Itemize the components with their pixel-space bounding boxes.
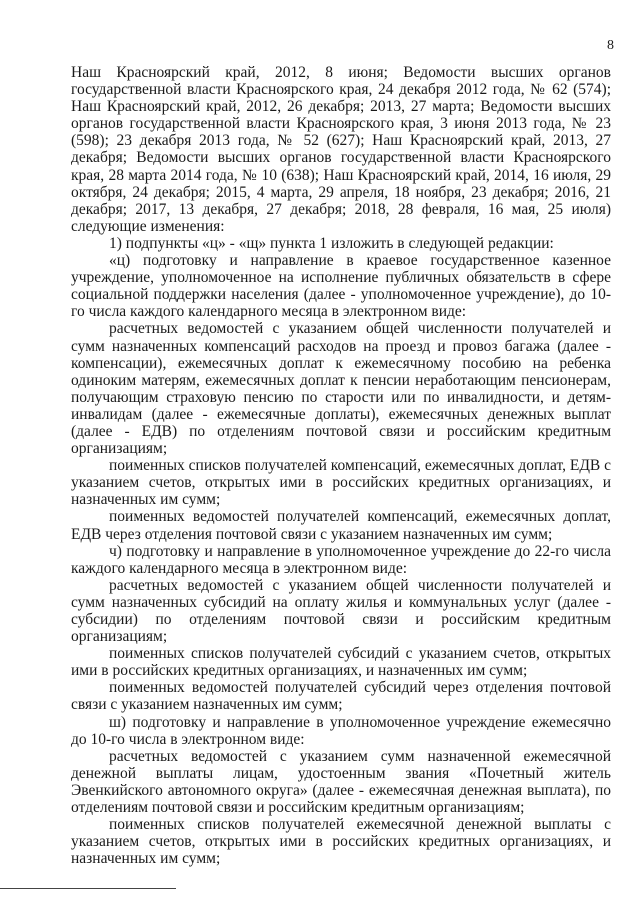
paragraph-subpoint-sh: ш) подготовку и направление в уполномоченное учреждение ежемесячно до 10-го числа в электронном виде: — [71, 713, 611, 748]
paragraph-named-lists: поименных списков получателей компенсаций, ежемесячных доплат, ЕДВ с указанием счетов, открытых ими в российских кредитных организациях, и назначенных им сумм; — [71, 457, 611, 509]
page-number: 8 — [607, 38, 614, 53]
paragraph-payroll-statements: расчетных ведомостей с указанием общей численности получателей и сумм назначенных компенсаций расходов на проезд и провоз багажа (далее - компенсации), ежемесячных доплат к ежемесячному пособию на ребенка одиноким матерям, ежемесячных доплат к пенсии неработающим пенсионерам, получающим страховую пенсию по старости или по инвалидности, и детям-инвалидам (далее - ежемесячные доплаты), ежемесячных денежных выплат (далее - ЕДВ) по отделениям почтовой связи и российским кредитным организациям; — [71, 320, 611, 458]
paragraph-subsidy-named-statements: поименных ведомостей получателей субсидий через отделения почтовой связи с указанием назначенных им сумм; — [71, 679, 611, 714]
paragraph-subpoint-ch: ч) подготовку и направление в уполномоченное учреждение до 22-го числа каждого календарного месяца в электронном виде: — [71, 542, 611, 577]
paragraph-subsidy-lists: поименных списков получателей субсидий с указанием счетов, открытых ими в российских кредитных организациях, и назначенных им сумм; — [71, 645, 611, 680]
paragraph-named-statements: поименных ведомостей получателей компенсаций, ежемесячных доплат, ЕДВ через отделения почтовой связи с указанием назначенных им сумм; — [71, 508, 611, 543]
paragraph-sources-continuation: Наш Красноярский край, 2012, 8 июня; Ведомости высших органов государственной власти Красноярского края, 24 декабря 2012 года, № 62 (574); Наш Красноярский край, 2012, 26 декабря; 2013, 27 марта; Ведомости высших органов государственной власти Красноярского края, 3 июня 2013 года, № 23 (598); 23 декабря 2013 года, № 52 (627); Наш Красноярский край, 2013, 27 декабря; Ведомости высших органов государственной власти Красноярского края, 28 марта 2014 года, № 10 (638); Наш Красноярский край, 2014, 16 июля, 29 октября, 24 декабря; 2015, 4 марта, 29 апреля, 18 ноября, 23 декабря; 2016, 21 декабря; 2017, 13 декабря, 27 декабря; 2018, 28 февраля, 16 мая, 25 июля) следующие изменения: — [71, 64, 611, 235]
paragraph-subsidy-statements: расчетных ведомостей с указанием общей численности получателей и сумм назначенных субсидий на оплату жилья и коммунальных услуг (далее - субсидии) по отделениям почтовой связи и российским кредитным организациям; — [71, 576, 611, 646]
document-body — [71, 64, 611, 867]
paragraph-amendment-intro: 1) подпункты «ц» - «щ» пункта 1 изложить в следующей редакции: — [109, 234, 554, 252]
paragraph-monthly-payment-statements: расчетных ведомостей с указанием сумм назначенной ежемесячной денежной выплаты лицам, удостоенным звания «Почетный житель Эвенкийского автономного округа» (далее - ежемесячная денежная выплата), по отделениям почтовой связи и российским кредитным организациям; — [71, 747, 611, 817]
paragraph-monthly-payment-lists: поименных списков получателей ежемесячной денежной выплаты с указанием счетов, открытых ими в российских кредитных организациях, и назначенных им сумм; — [71, 816, 611, 868]
footnote-divider — [0, 888, 176, 889]
paragraph-subpoint-ts: «ц) подготовку и направление в краевое государственное казенное учреждение, уполномоченное на исполнение публичных обязательств в сфере социальной поддержки населения (далее - уполномоченное учреждение), до 10-го числа каждого календарного месяца в электронном виде: — [71, 252, 611, 321]
